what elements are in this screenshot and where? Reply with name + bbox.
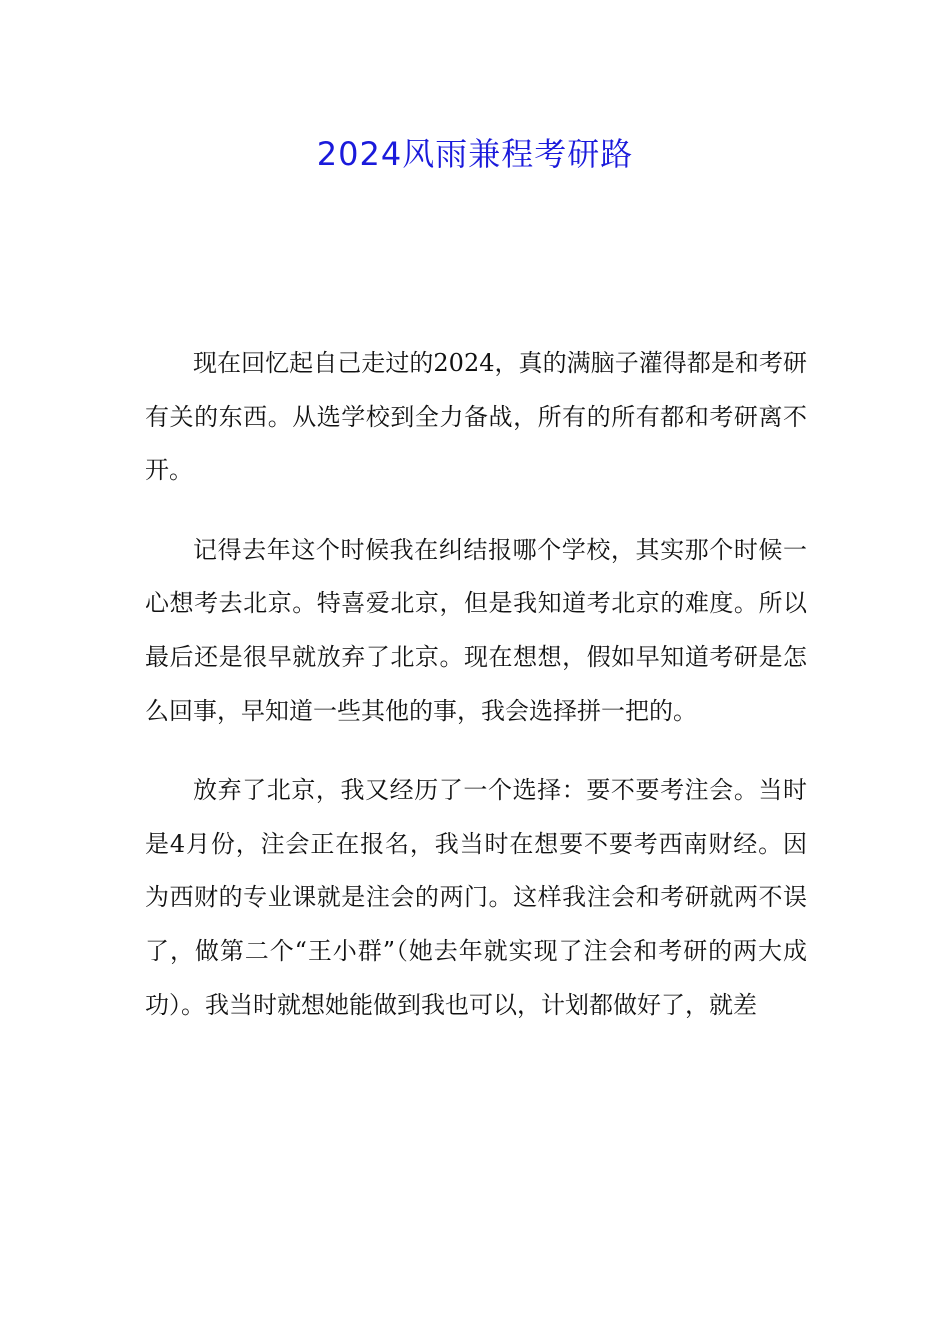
document-body [145,337,807,1058]
paragraph-3: 放弃了北京，我又经历了一个选择：要不要考注会。当时是4月份，注会正在报名，我当时在想要不要考西南财经。因为西财的专业课就是注会的两门。这样我注会和考研就两不误了，做第二个“王小群”（她去年就实现了注会和考研的两大成功）。我当时就想她能做到我也可以，计划都做好了，就差 [145,776,807,1019]
paragraph-1: 现在回忆起自己走过的2024，真的满脑子灌得都是和考研有关的东西。从选学校到全力备战，所有的所有都和考研离不开。 [145,349,807,485]
paragraph-2: 记得去年这个时候我在纠结报哪个学校，其实那个时候一心想考去北京。特喜爱北京，但是我知道考北京的难度。所以最后还是很早就放弃了北京。现在想想，假如早知道考研是怎么回事，早知道一些其他的事，我会选择拼一把的。 [145,535,807,725]
document-title: 2024风雨兼程考研路 [316,135,634,173]
